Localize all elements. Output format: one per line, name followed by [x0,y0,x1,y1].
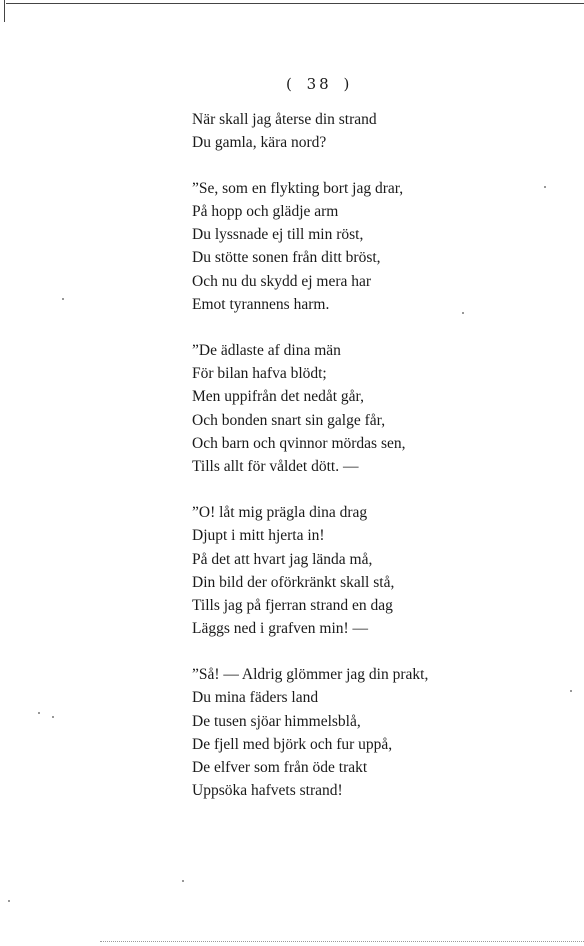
poem-line: På det att hvart jag lända må, [192,550,373,568]
poem-line: Emot tyrannens harm. [192,295,330,313]
poem-line: Och nu du skydd ej mera har [192,272,372,290]
stanza [192,108,482,154]
poem-line: Tills allt för våldet dött. — [192,457,359,475]
poem-line: Du gamla, kära nord? [192,134,327,152]
scan-speck [52,716,54,718]
poem-line: ”De ädlaste af dina män [192,342,341,360]
poem-line: Men uppifrån det nedåt går, [192,388,364,406]
scan-speck [570,690,572,692]
poem-line: De elfver som från öde trakt [192,758,368,776]
poem-line: Tills jag på fjerran strand en dag [192,596,393,614]
poem-line: Du lyssnade ej till min röst, [192,226,364,244]
scan-edge-noise [100,940,584,942]
poem-line: På hopp och glädje arm [192,203,339,221]
stanza [192,177,482,316]
scan-speck [462,312,464,314]
poem-line: För bilan hafva blödt; [192,365,327,383]
poem-line: Och bonden snart sin galge får, [192,411,386,429]
poem-line: Du mina fäders land [192,689,319,707]
stanza [192,663,482,802]
poem-line: Din bild der oförkränkt skall stå, [192,573,395,591]
poem [192,108,482,825]
poem-line: Läggs ned i grafven min! — [192,619,369,637]
poem-line: ”O! låt mig prägla dina drag [192,504,368,522]
page-top-border [6,3,584,4]
poem-line: ”Så! — Aldrig glömmer jag din prakt, [192,666,429,684]
scan-speck [544,186,546,188]
page-left-edge [4,0,5,22]
poem-line: De fjell med björk och fur uppå, [192,735,393,753]
scan-speck [182,880,184,882]
page-number: ( 38 ) [286,75,353,93]
poem-line: De tusen sjöar himmelsblå, [192,712,361,730]
poem-line: Djupt i mitt hjerta in! [192,527,325,545]
scan-speck [38,712,40,714]
stanza [192,501,482,640]
scan-speck [8,900,10,902]
scan-speck [62,298,64,300]
poem-line: Du stötte sonen från ditt bröst, [192,249,381,267]
poem-line: ”Se, som en flykting bort jag drar, [192,180,404,198]
poem-line: Uppsöka hafvets strand! [192,781,343,799]
poem-line: Och barn och qvinnor mördas sen, [192,434,406,452]
poem-line: När skall jag återse din strand [192,111,377,128]
stanza [192,339,482,478]
